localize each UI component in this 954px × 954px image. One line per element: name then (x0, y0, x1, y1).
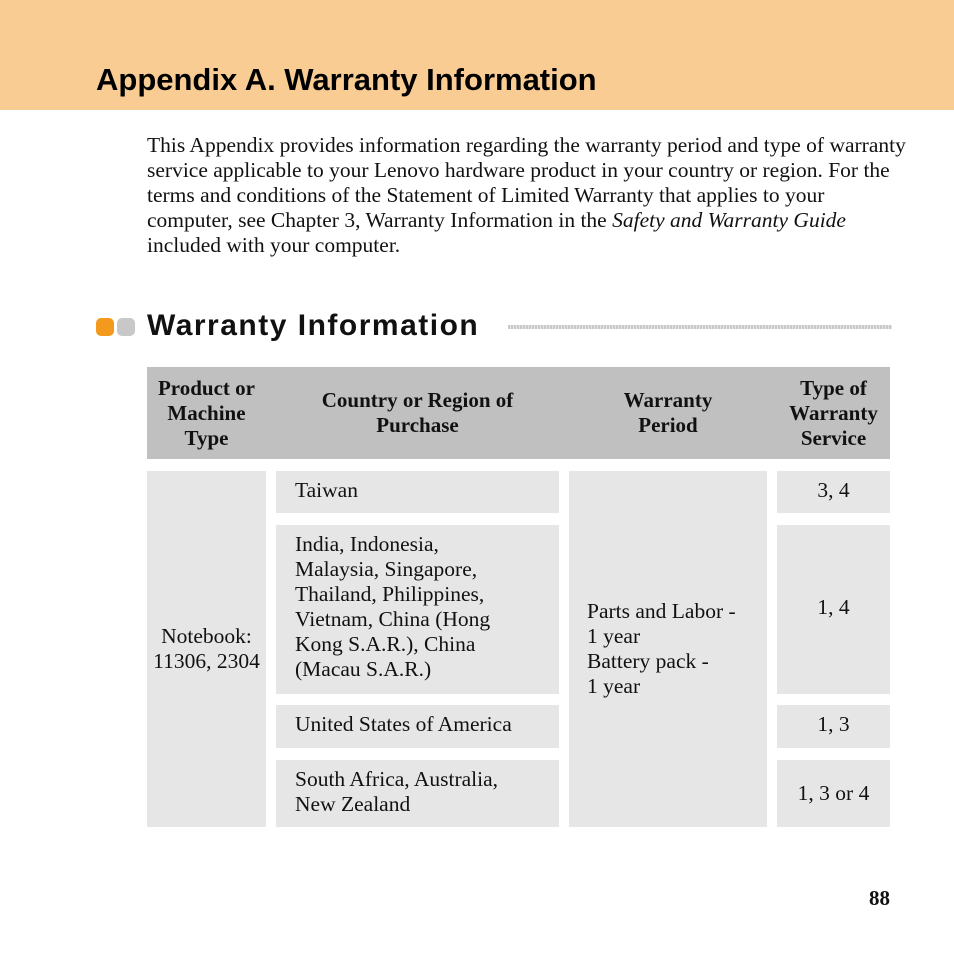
page-title: Appendix A. Warranty Information (96, 62, 597, 97)
gray-bullet-icon (117, 318, 135, 336)
section-rule (508, 325, 892, 329)
header-service-type: Type of Warranty Service (789, 375, 878, 450)
guide-title: Safety and Warranty Guide (612, 208, 846, 232)
section-title: Warranty Information (147, 309, 480, 342)
page-number: 88 (869, 886, 890, 910)
service-type-cell: 3, 4 (777, 471, 890, 513)
service-type-cell: 1, 3 or 4 (777, 760, 890, 827)
intro-text-start: This Appendix provides information regarding the warranty period and type of warranty service applicable to your Lenovo hardware product in your country or region. For the terms and conditions of the Statement of Limited Warranty that applies to your computer, see Chapter 3, Warranty Information in the (147, 133, 906, 232)
country-cell: Taiwan (276, 471, 559, 513)
intro-paragraph (147, 133, 907, 258)
intro-text-end: included with your computer. (147, 233, 401, 257)
country-cell: United States of America (276, 705, 559, 748)
service-type-cell: 1, 4 (777, 525, 890, 694)
header-warranty-period: Warranty Period (623, 388, 713, 437)
section-heading (96, 308, 892, 348)
country-cell: South Africa, Australia, New Zealand (276, 760, 559, 827)
header-product-type: Product or Machine Type (157, 375, 255, 450)
warranty-period-cell: Parts and Labor - 1 year Battery pack - 1 year (569, 471, 767, 827)
country-cell: India, Indonesia, Malaysia, Singapore, Thailand, Philippines, Vietnam, China (Hong Kong S.A.R.), China (Macau S.A.R.) (276, 525, 559, 694)
orange-bullet-icon (96, 318, 114, 336)
header-country-region: Country or Region of Purchase (321, 388, 514, 437)
service-type-cell: 1, 3 (777, 705, 890, 748)
product-type-cell: Notebook: 11306, 2304 (147, 471, 266, 827)
table-header-row (147, 367, 890, 459)
